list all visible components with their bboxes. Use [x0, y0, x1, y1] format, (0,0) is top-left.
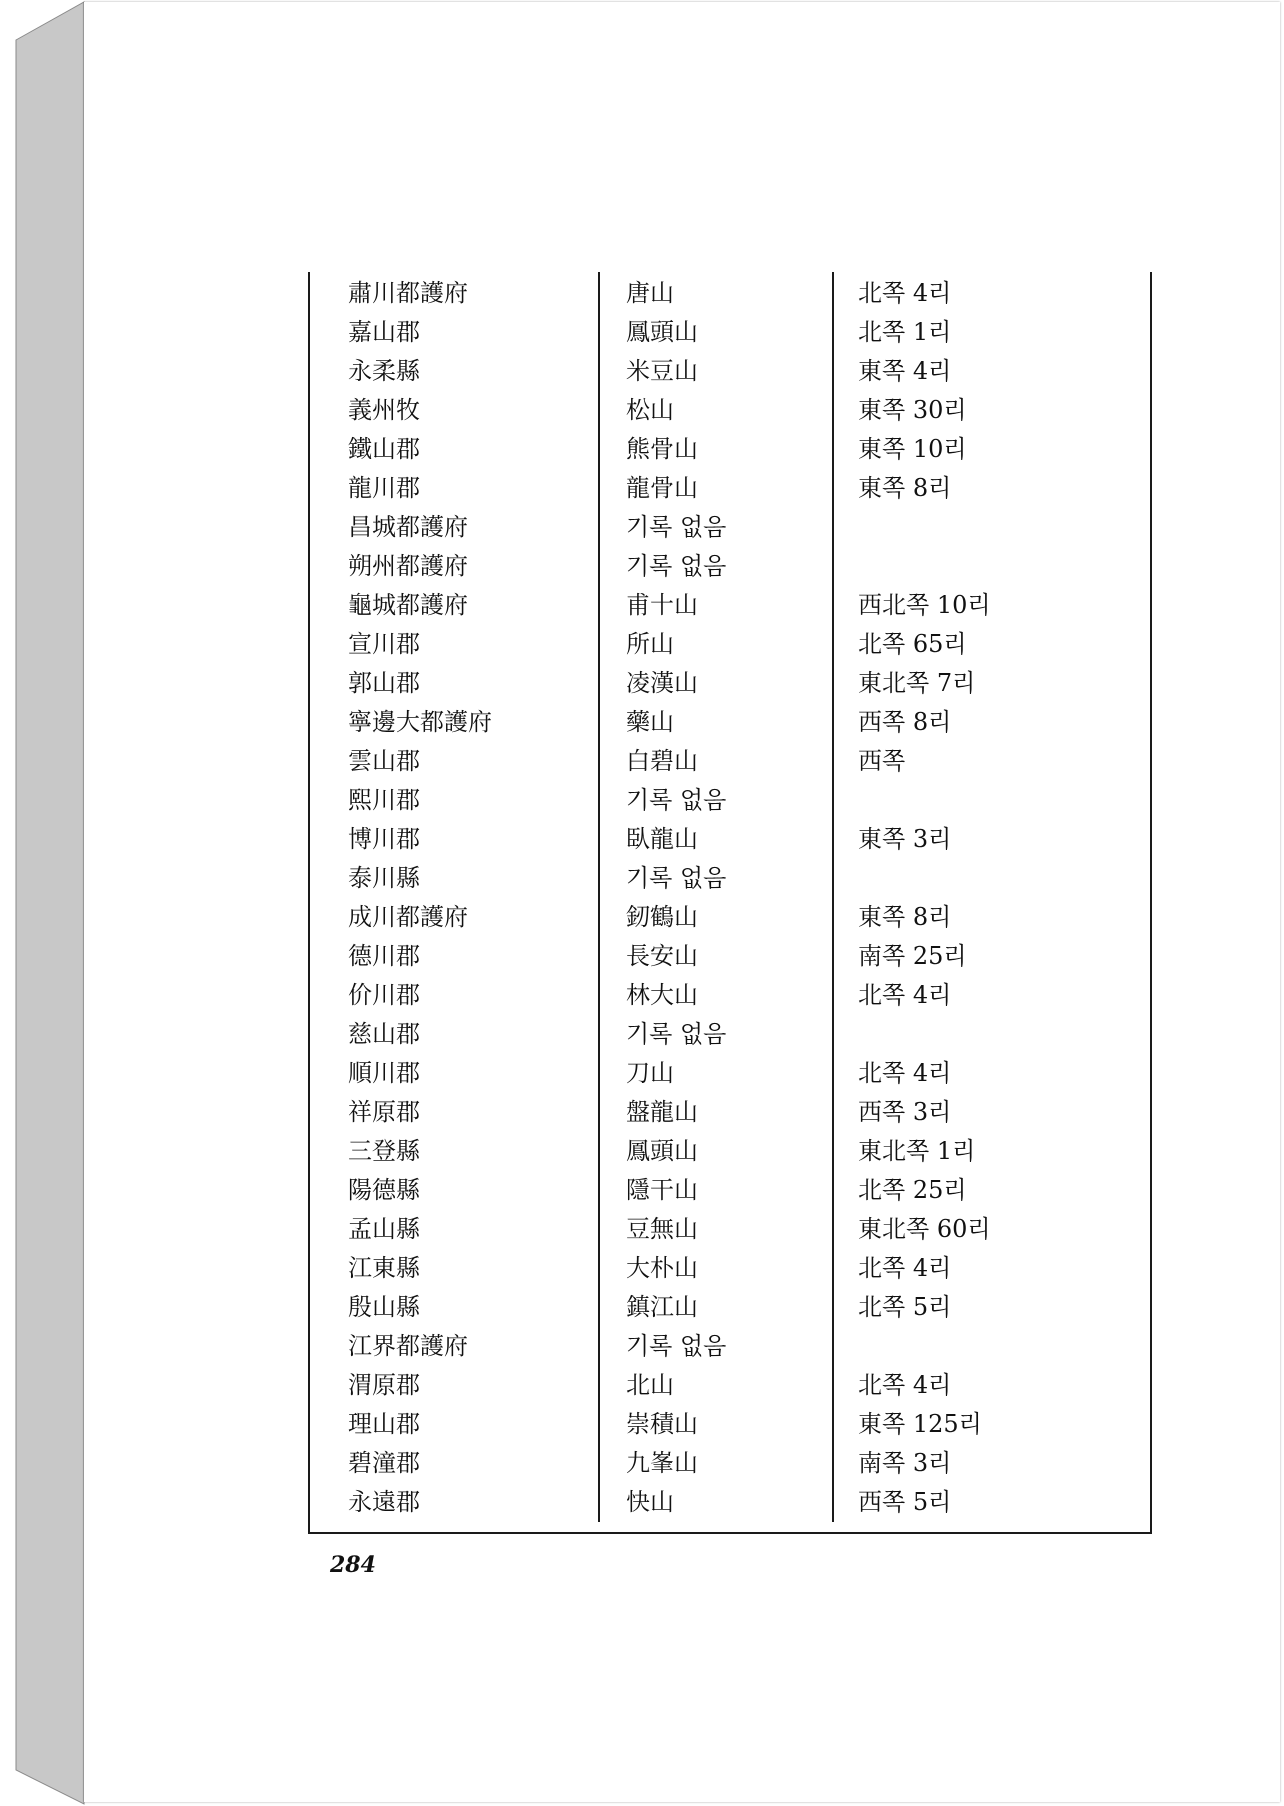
direction-cell: 東北쪽 7리: [858, 669, 976, 697]
place-cell: 碧潼郡: [348, 1449, 420, 1477]
table-row: [306, 781, 1154, 820]
mountain-cell: 米豆山: [626, 357, 698, 385]
table-row: [306, 859, 1154, 898]
place-cell: 德川郡: [348, 942, 420, 970]
table-row: [306, 1444, 1154, 1483]
table-row: [306, 976, 1154, 1015]
mountain-cell: 기록 없음: [626, 786, 727, 814]
table-row: [306, 1210, 1154, 1249]
table-row: [306, 1249, 1154, 1288]
mountain-cell: 龍骨山: [626, 474, 698, 502]
direction-cell: 西쪽 5리: [858, 1488, 952, 1516]
mountain-cell: 快山: [626, 1488, 674, 1516]
mountain-cell: 隱干山: [626, 1176, 698, 1204]
place-cell: 理山郡: [348, 1410, 420, 1438]
direction-cell: 北쪽 4리: [858, 1059, 952, 1087]
place-cell: 朔州都護府: [348, 552, 468, 580]
place-cell: 寧邊大都護府: [348, 708, 492, 736]
mountain-cell: 林大山: [626, 981, 698, 1009]
place-cell: 孟山縣: [348, 1215, 420, 1243]
place-cell: 嘉山郡: [348, 318, 420, 346]
direction-cell: 東쪽 10리: [858, 435, 967, 463]
place-cell: 肅川都護府: [348, 279, 468, 307]
table-row: [306, 1288, 1154, 1327]
direction-cell: 南쪽 25리: [858, 942, 967, 970]
place-cell: 泰川縣: [348, 864, 420, 892]
table-row: [306, 1405, 1154, 1444]
place-cell: 郭山郡: [348, 669, 420, 697]
direction-cell: 北쪽 4리: [858, 981, 952, 1009]
direction-cell: 北쪽 65리: [858, 630, 967, 658]
table-row: [306, 313, 1154, 352]
mountain-cell: 기록 없음: [626, 864, 727, 892]
page-number: 284: [330, 1552, 376, 1578]
mountain-cell: 鳳頭山: [626, 1137, 698, 1165]
place-cell: 鐵山郡: [348, 435, 420, 463]
place-cell: 慈山郡: [348, 1020, 420, 1048]
table-row: [306, 742, 1154, 781]
place-cell: 雲山郡: [348, 747, 420, 775]
mountain-cell: 所山: [626, 630, 674, 658]
table-row: [306, 391, 1154, 430]
mountain-cell: 기록 없음: [626, 1332, 727, 1360]
mountain-cell: 大朴山: [626, 1254, 698, 1282]
direction-cell: 西쪽 3리: [858, 1098, 952, 1126]
place-cell: 義州牧: [348, 396, 420, 424]
direction-cell: 東北쪽 60리: [858, 1215, 991, 1243]
direction-cell: 北쪽 4리: [858, 1371, 952, 1399]
place-cell: 宣川郡: [348, 630, 420, 658]
mountain-cell: 藥山: [626, 708, 674, 736]
mountain-cell: 唐山: [626, 279, 674, 307]
table-row: [306, 586, 1154, 625]
table-row: [306, 1132, 1154, 1171]
mountain-cell: 釰鶴山: [626, 903, 698, 931]
place-cell: 熙川郡: [348, 786, 420, 814]
table-row: [306, 1366, 1154, 1405]
mountain-cell: 鎮江山: [626, 1293, 698, 1321]
table-row: [306, 664, 1154, 703]
direction-cell: 東쪽 8리: [858, 474, 952, 502]
mountain-cell: 松山: [626, 396, 674, 424]
direction-cell: 北쪽 1리: [858, 318, 952, 346]
table-row: [306, 274, 1154, 313]
mountain-cell: 長安山: [626, 942, 698, 970]
table-row: [306, 547, 1154, 586]
direction-cell: 西쪽: [858, 747, 906, 775]
place-cell: 成川都護府: [348, 903, 468, 931]
place-cell: 渭原郡: [348, 1371, 420, 1399]
direction-cell: 西北쪽 10리: [858, 591, 991, 619]
direction-cell: 東北쪽 1리: [858, 1137, 976, 1165]
register-table: [306, 272, 1154, 1536]
direction-cell: 北쪽 25리: [858, 1176, 967, 1204]
table-row: [306, 703, 1154, 742]
table-row: [306, 1483, 1154, 1522]
table-row: [306, 1171, 1154, 1210]
mountain-cell: 豆無山: [626, 1215, 698, 1243]
place-cell: 殷山縣: [348, 1293, 420, 1321]
mountain-cell: 刀山: [626, 1059, 674, 1087]
table-row: [306, 937, 1154, 976]
place-cell: 龜城都護府: [348, 591, 468, 619]
mountain-cell: 臥龍山: [626, 825, 698, 853]
direction-cell: 西쪽 8리: [858, 708, 952, 736]
place-cell: 永遠郡: [348, 1488, 420, 1516]
place-cell: 三登縣: [348, 1137, 420, 1165]
direction-cell: 北쪽 5리: [858, 1293, 952, 1321]
mountain-cell: 鳳頭山: [626, 318, 698, 346]
table-row: [306, 352, 1154, 391]
direction-cell: 北쪽 4리: [858, 1254, 952, 1282]
table-row: [306, 625, 1154, 664]
direction-cell: 東쪽 4리: [858, 357, 952, 385]
table-row: [306, 1093, 1154, 1132]
table-row: [306, 898, 1154, 937]
table-bottom-border: [308, 1532, 1152, 1534]
table-row: [306, 1054, 1154, 1093]
table-row: [306, 1015, 1154, 1054]
direction-cell: 東쪽 30리: [858, 396, 967, 424]
mountain-cell: 기록 없음: [626, 1020, 727, 1048]
place-cell: 江東縣: [348, 1254, 420, 1282]
place-cell: 陽德縣: [348, 1176, 420, 1204]
table-row: [306, 1327, 1154, 1366]
mountain-cell: 熊骨山: [626, 435, 698, 463]
place-cell: 博川郡: [348, 825, 420, 853]
place-cell: 祥原郡: [348, 1098, 420, 1126]
place-cell: 順川郡: [348, 1059, 420, 1087]
mountain-cell: 盤龍山: [626, 1098, 698, 1126]
mountain-cell: 凌漢山: [626, 669, 698, 697]
mountain-cell: 九峯山: [626, 1449, 698, 1477]
place-cell: 永柔縣: [348, 357, 420, 385]
table-row: [306, 430, 1154, 469]
direction-cell: 北쪽 4리: [858, 279, 952, 307]
mountain-cell: 崇積山: [626, 1410, 698, 1438]
table-row: [306, 508, 1154, 547]
place-cell: 价川郡: [348, 981, 420, 1009]
mountain-cell: 기록 없음: [626, 552, 727, 580]
mountain-cell: 北山: [626, 1371, 674, 1399]
mountain-cell: 기록 없음: [626, 513, 727, 541]
book-page: [84, 2, 1280, 1802]
place-cell: 龍川郡: [348, 474, 420, 502]
direction-cell: 東쪽 125리: [858, 1410, 982, 1438]
place-cell: 江界都護府: [348, 1332, 468, 1360]
mountain-cell: 白碧山: [626, 747, 698, 775]
direction-cell: 南쪽 3리: [858, 1449, 952, 1477]
table-row: [306, 469, 1154, 508]
mountain-cell: 甫十山: [626, 591, 698, 619]
place-cell: 昌城都護府: [348, 513, 468, 541]
direction-cell: 東쪽 8리: [858, 903, 952, 931]
table-row: [306, 820, 1154, 859]
direction-cell: 東쪽 3리: [858, 825, 952, 853]
